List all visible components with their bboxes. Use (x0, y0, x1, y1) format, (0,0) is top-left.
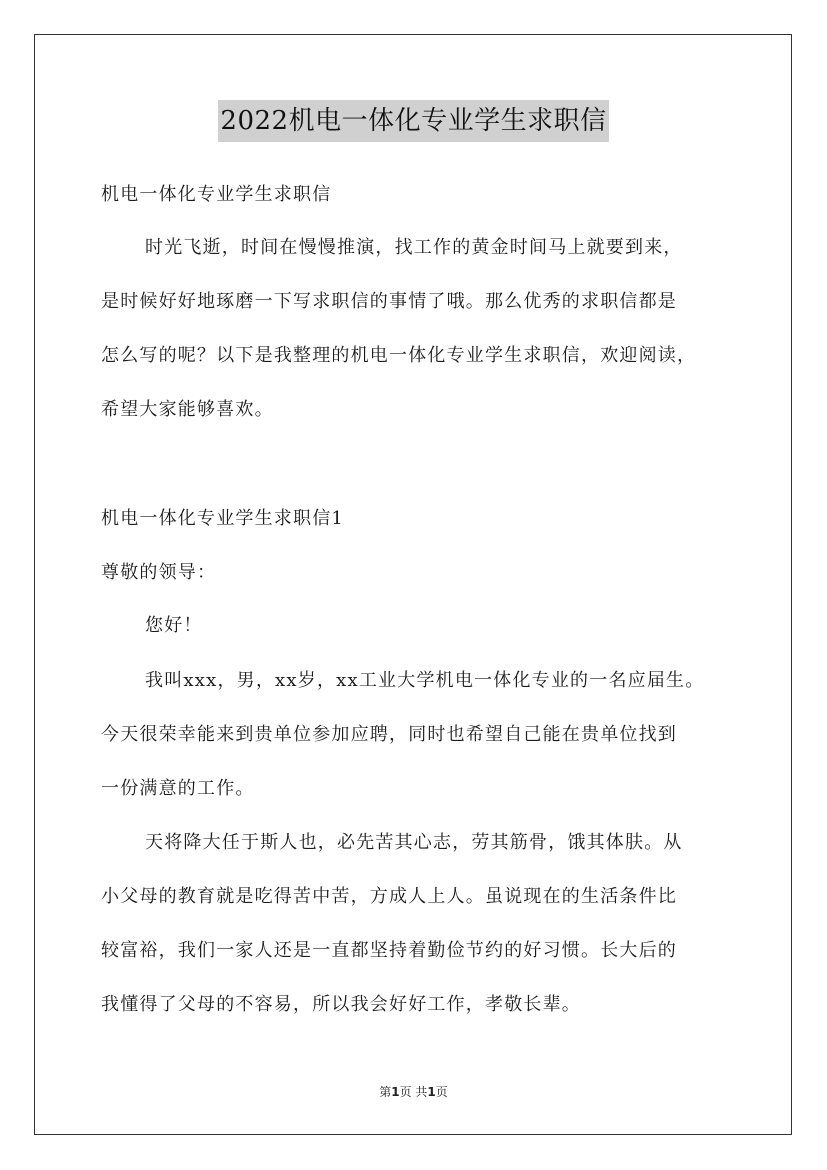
document-title: 2022机电一体化专业学生求职信 (218, 100, 608, 142)
current-page-number: 1 (391, 1085, 400, 1099)
paragraph-line: 怎么写的呢？以下是我整理的机电一体化专业学生求职信，欢迎阅读， (101, 345, 697, 366)
salutation: 尊敬的领导： (101, 562, 217, 583)
paragraph-line: 天将降大任于斯人也，必先苦其心志，劳其筋骨，饿其体肤。从 (145, 832, 683, 853)
footer-mid: 页 共 (399, 1085, 428, 1099)
paragraph-line: 我懂得了父母的不容易，所以我会好好工作，孝敬长辈。 (101, 994, 581, 1015)
paragraph-line: 时光飞逝，时间在慢慢推演，找工作的黄金时间马上就要到来， (145, 237, 683, 258)
page-footer (0, 1083, 827, 1100)
greeting: 您好！ (145, 615, 203, 636)
letter-heading: 机电一体化专业学生求职信1 (101, 508, 345, 529)
section-heading: 机电一体化专业学生求职信 (101, 184, 332, 205)
paragraph-line: 小父母的教育就是吃得苦中苦，方成人上人。虽说现在的生活条件比 (101, 886, 677, 907)
paragraph-line: 一份满意的工作。 (101, 778, 255, 799)
paragraph-line: 今天很荣幸能来到贵单位参加应聘，同时也希望自己能在贵单位找到 (101, 724, 677, 745)
paragraph-line: 是时候好好地琢磨一下写求职信的事情了哦。那么优秀的求职信都是 (101, 291, 677, 312)
paragraph-line: 较富裕，我们一家人还是一直都坚持着勤俭节约的好习惯。长大后的 (101, 940, 677, 961)
footer-suffix: 页 (435, 1085, 448, 1099)
total-pages-number: 1 (427, 1085, 436, 1099)
title-container (0, 100, 827, 142)
footer-prefix: 第 (379, 1085, 392, 1099)
paragraph-line: 我叫xxx，男，xx岁，xx工业大学机电一体化专业的一名应届生。 (145, 670, 705, 691)
paragraph-line: 希望大家能够喜欢。 (101, 399, 274, 420)
